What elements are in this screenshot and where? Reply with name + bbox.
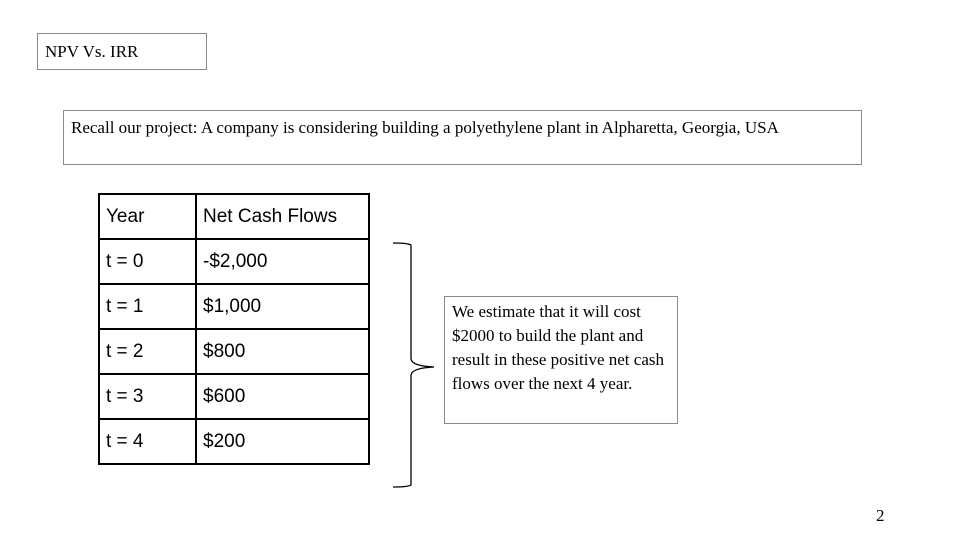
year-cell: t = 2 (99, 329, 196, 374)
year-cell: t = 1 (99, 284, 196, 329)
right-brace-icon (390, 238, 442, 492)
cash-flow-cell: -$2,000 (196, 239, 369, 284)
cash-flow-cell: $1,000 (196, 284, 369, 329)
table-row (99, 419, 369, 464)
cash-flow-cell: $200 (196, 419, 369, 464)
page-number: 2 (876, 506, 885, 525)
table-row (99, 239, 369, 284)
table-header-row (99, 194, 369, 239)
intro-text: Recall our project: A company is considering building a polyethylene plant in Alpharetta, Georgia, USA (63, 110, 862, 165)
table-row (99, 284, 369, 329)
cash-flow-table (98, 193, 370, 465)
header-year: Year (99, 194, 196, 239)
slide-title: NPV Vs. IRR (37, 33, 207, 70)
table-row (99, 329, 369, 374)
explanation-note: We estimate that it will cost $2000 to build the plant and result in these positive net cash flows over the next 4 year. (444, 296, 678, 424)
year-cell: t = 0 (99, 239, 196, 284)
year-cell: t = 3 (99, 374, 196, 419)
cash-flow-cell: $600 (196, 374, 369, 419)
header-net-cash-flows: Net Cash Flows (196, 194, 369, 239)
cash-flow-cell: $800 (196, 329, 369, 374)
year-cell: t = 4 (99, 419, 196, 464)
table-row (99, 374, 369, 419)
